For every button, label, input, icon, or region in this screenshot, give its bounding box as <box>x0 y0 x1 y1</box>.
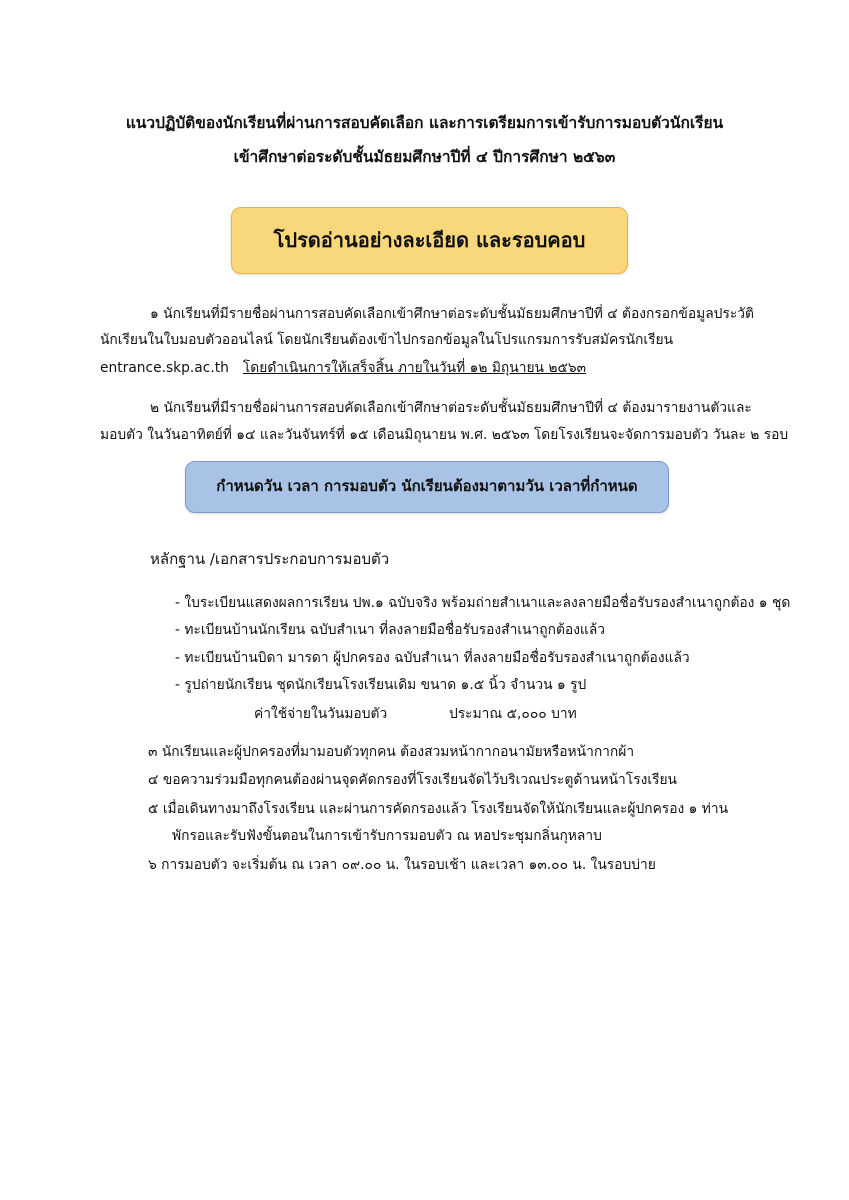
document-item: - รูปถ่ายนักเรียน ชุดนักเรียนโรงเรียนเดิม ขนาด ๑.๕ นิ้ว จำนวน ๑ รูป <box>175 677 587 693</box>
deadline-note: โดยดำเนินการให้เสร็จสิ้น ภายในวันที่ ๑๒ มิถุนายน ๒๕๖๓ <box>242 360 587 376</box>
item-4: ๔ ขอความร่วมมือทุกคนต้องผ่านจุดคัดกรองที่โรงเรียนจัดไว้บริเวณประตูด้านหน้าโรงเรียน <box>148 772 677 788</box>
item-1-line-2: นักเรียนในใบมอบตัวออนไลน์ โดยนักเรียนต้องเข้าไปกรอกข้อมูลในโปรแกรมการรับสมัครนักเรียน <box>100 332 674 348</box>
item-1-line-1: ๑ นักเรียนที่มีรายชื่อผ่านการสอบคัดเลือกเข้าศึกษาต่อระดับชั้นมัธยมศึกษาปีที่ ๔ ต้องกรอกข้อมูลประวัติ <box>150 306 754 322</box>
document-title-line-1: แนวปฏิบัติของนักเรียนที่ผ่านการสอบคัดเลือก และการเตรียมการเข้ารับการมอบตัวนักเรียน <box>125 114 724 132</box>
item-1-line-3 <box>100 358 586 378</box>
cost-label: ค่าใช้จ่ายในวันมอบตัว <box>254 706 388 722</box>
document-item: - ทะเบียนบ้านนักเรียน ฉบับสำเนา ที่ลงลายมือชื่อรับรองสำเนาถูกต้องแล้ว <box>175 622 606 638</box>
registration-url: entrance.skp.ac.th <box>100 360 229 376</box>
document-item: - ทะเบียนบ้านบิดา มารดา ผู้ปกครอง ฉบับสำเนา ที่ลงลายมือชื่อรับรองสำเนาถูกต้องแล้ว <box>175 650 690 666</box>
documents-heading: หลักฐาน /เอกสารประกอบการมอบตัว <box>150 550 390 568</box>
item-3: ๓ นักเรียนและผู้ปกครองที่มามอบตัวทุกคน ต้องสวมหน้ากากอนามัยหรือหน้ากากผ้า <box>148 744 635 760</box>
read-carefully-callout: โปรดอ่านอย่างละเอียด และรอบคอบ <box>231 207 628 274</box>
item-5-line-1: ๕ เมื่อเดินทางมาถึงโรงเรียน และผ่านการคัดกรองแล้ว โรงเรียนจัดให้นักเรียนและผู้ปกครอง ๑ ท่าน <box>148 801 729 817</box>
cost-value: ประมาณ ๕,๐๐๐ บาท <box>449 706 577 722</box>
schedule-callout: กำหนดวัน เวลา การมอบตัว นักเรียนต้องมาตามวัน เวลาที่กำหนด <box>185 461 669 513</box>
document-title-line-2: เข้าศึกษาต่อระดับชั้นมัธยมศึกษาปีที่ ๔ ปีการศึกษา ๒๕๖๓ <box>233 148 616 166</box>
item-5-line-2: พักรอและรับฟังขั้นตอนในการเข้ารับการมอบตัว ณ หอประชุมกลิ่นกุหลาบ <box>172 828 602 844</box>
item-2-line-1: ๒ นักเรียนที่มีรายชื่อผ่านการสอบคัดเลือกเข้าศึกษาต่อระดับชั้นมัธยมศึกษาปีที่ ๔ ต้องมารายงานตัวและ <box>150 400 752 416</box>
item-2-line-2: มอบตัว ในวันอาทิตย์ที่ ๑๔ และวันจันทร์ที่ ๑๕ เดือนมิถุนายน พ.ศ. ๒๕๖๓ โดยโรงเรียนจะจัดการมอบตัว วันละ ๒ รอบ <box>100 427 789 443</box>
item-6: ๖ การมอบตัว จะเริ่มต้น ณ เวลา ๐๙.๐๐ น. ในรอบเช้า และเวลา ๑๓.๐๐ น. ในรอบบ่าย <box>148 857 656 873</box>
document-item: - ใบระเบียนแสดงผลการเรียน ปพ.๑ ฉบับจริง พร้อมถ่ายสำเนาและลงลายมือชื่อรับรองสำเนาถูกต้อง ๑ ชุด <box>175 595 791 611</box>
